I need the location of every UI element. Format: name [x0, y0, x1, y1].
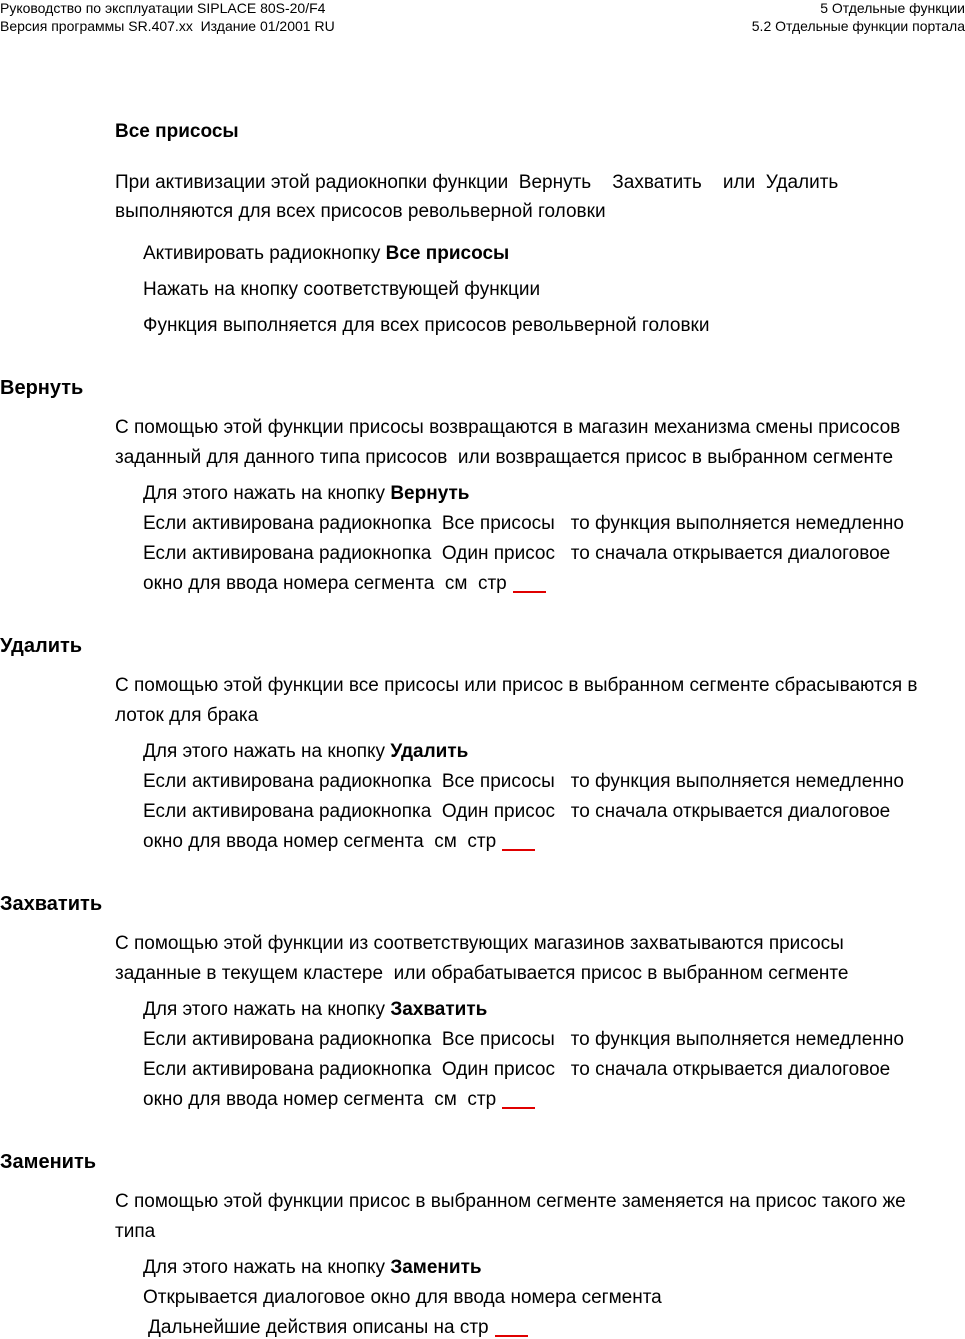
step-line — [143, 741, 468, 763]
step-line — [143, 999, 487, 1021]
step-text: окно для ввода номера сегмента см стр — [143, 573, 507, 594]
paragraph-line: С помощью этой функции присос в выбранном сегменте заменяется на присос такого же — [115, 1191, 906, 1212]
page-reference-placeholder — [502, 1107, 535, 1109]
step-line — [143, 573, 546, 595]
paragraph-line: С помощью этой функции все присосы или присос в выбранном сегменте сбрасываются в — [115, 675, 918, 696]
subsection-title: Все присосы — [115, 121, 239, 142]
step-line — [143, 1089, 535, 1111]
step-bold: Вернуть — [390, 483, 470, 504]
step-line — [143, 483, 469, 505]
section-title: Удалить — [0, 635, 83, 657]
paragraph-line: заданный для данного типа присосов или возвращается присос в выбранном сегменте — [115, 447, 894, 468]
step-text: Дальнейшие действия описаны на стр — [148, 1317, 489, 1338]
paragraph-line: лоток для брака — [115, 705, 259, 726]
step-bold: Удалить — [390, 741, 469, 762]
paragraph-line: С помощью этой функции из соответствующих магазинов захватываются присосы — [115, 933, 844, 954]
step-bold: Все присосы — [385, 243, 510, 264]
step-line — [143, 1257, 482, 1279]
step-line: Если активирована радиокнопка Все присосы то функция выполняется немедленно — [143, 1029, 904, 1050]
step-bold: Захватить — [390, 999, 488, 1020]
step-text: Для этого нажать на кнопку — [143, 999, 391, 1020]
paragraph-line: С помощью этой функции присосы возвращаются в магазин механизма смены присосов — [115, 417, 901, 438]
header-manual-title: Руководство по эксплуатации SIPLACE 80S-20/F4 — [0, 0, 326, 16]
step-text: окно для ввода номер сегмента см стр — [143, 1089, 497, 1110]
step-line: Если активирована радиокнопка Один присос то сначала открывается диалоговое — [143, 1059, 891, 1080]
step-line: Нажать на кнопку соответствующей функции — [143, 279, 541, 300]
section-title: Вернуть — [0, 377, 84, 399]
header-version: Версия программы SR.407.xx Издание 01/2001 RU — [0, 18, 335, 34]
step-line: Если активирована радиокнопка Все присосы то функция выполняется немедленно — [143, 513, 904, 534]
step-text: Для этого нажать на кнопку — [143, 1257, 391, 1278]
step-line — [148, 1317, 528, 1339]
paragraph-line: выполняются для всех присосов револьверной головки — [115, 201, 606, 222]
step-text: Для этого нажать на кнопку — [143, 483, 391, 504]
paragraph-line: типа — [115, 1221, 156, 1242]
section-title: Заменить — [0, 1151, 97, 1173]
step-line — [143, 831, 535, 853]
step-text: Для этого нажать на кнопку — [143, 741, 391, 762]
paragraph-line: При активизации этой радиокнопки функции Вернуть Захватить или Удалить — [115, 172, 839, 193]
section-title: Захватить — [0, 893, 103, 915]
step-text: окно для ввода номер сегмента см стр — [143, 831, 497, 852]
step-line — [143, 243, 509, 265]
page-reference-placeholder — [502, 849, 535, 851]
page-reference-placeholder — [495, 1335, 528, 1337]
step-line: Если активирована радиокнопка Все присосы то функция выполняется немедленно — [143, 771, 904, 792]
step-line: Если активирована радиокнопка Один присос то сначала открывается диалоговое — [143, 543, 891, 564]
step-line: Открывается диалоговое окно для ввода номера сегмента — [143, 1287, 662, 1308]
step-line: Если активирована радиокнопка Один присос то сначала открывается диалоговое — [143, 801, 891, 822]
page-reference-placeholder — [513, 591, 546, 593]
step-text: Активировать радиокнопку — [143, 243, 386, 264]
header-section: 5.2 Отдельные функции портала — [751, 18, 965, 34]
step-bold: Заменить — [390, 1257, 482, 1278]
paragraph-line: заданные в текущем кластере или обрабатывается присос в выбранном сегменте — [115, 963, 849, 984]
step-line: Функция выполняется для всех присосов револьверной головки — [143, 315, 710, 336]
header-chapter: 5 Отдельные функции — [820, 0, 965, 16]
